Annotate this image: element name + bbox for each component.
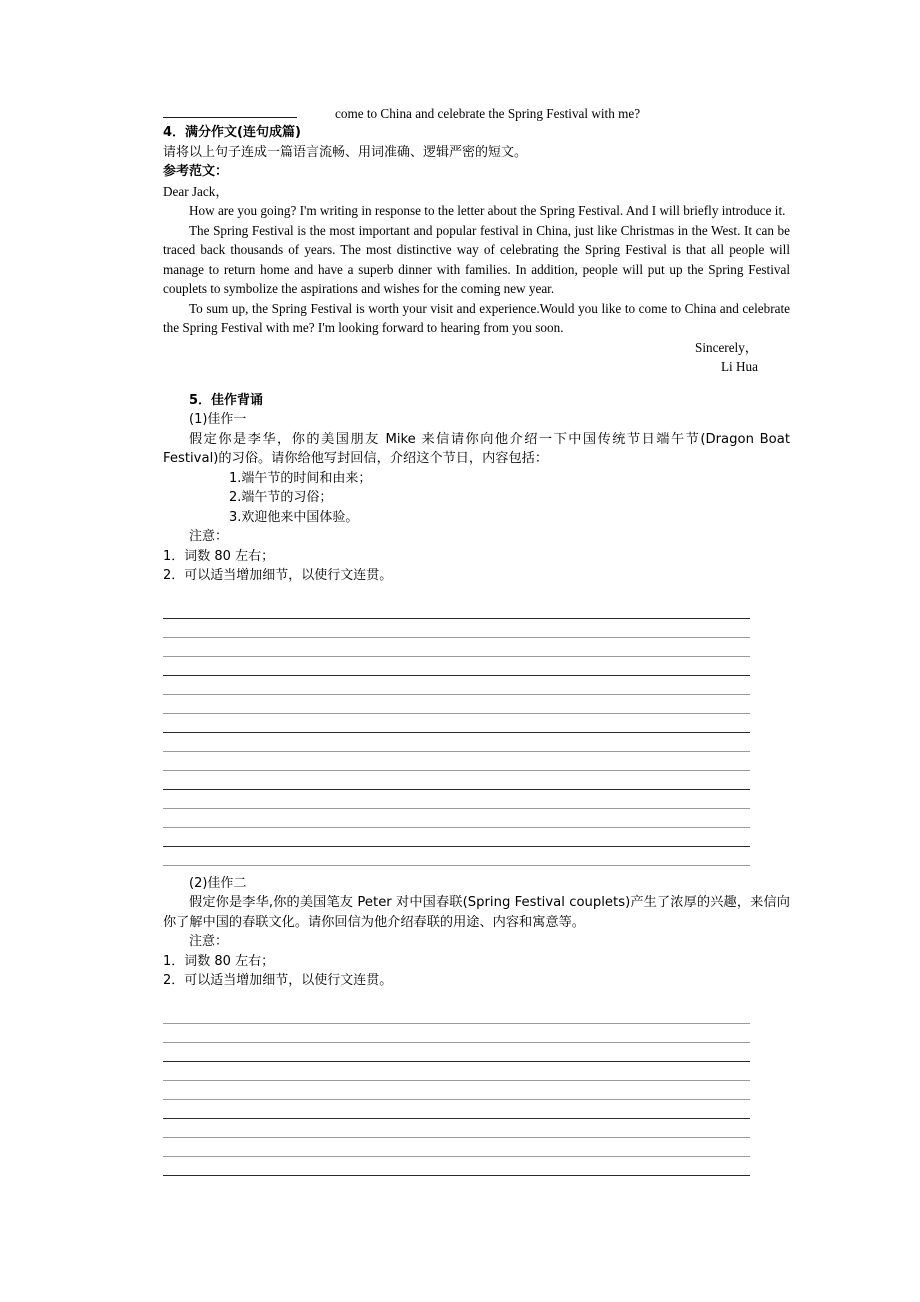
answer-rule-line[interactable] (163, 1081, 750, 1100)
answer-rule-line[interactable] (163, 1100, 750, 1119)
carryover-fragment-text: come to China and celebrate the Spring Festival with me? (335, 106, 641, 121)
answer-rule-line[interactable] (163, 619, 750, 638)
model-essay-label: 参考范文： (163, 164, 229, 179)
letter-paragraph-1: How are you going? I'm writing in response to the letter about the Spring Festival. And I will briefly introduce it. (189, 203, 786, 218)
item-1-notes-label: 注意： (189, 529, 229, 544)
item-1-label: (1)佳作一 (189, 412, 247, 427)
answer-rule-line[interactable] (163, 1062, 750, 1081)
answer-rule-line[interactable] (163, 1138, 750, 1157)
item-2-answer-lines[interactable] (163, 1005, 750, 1176)
answer-rule-line[interactable] (163, 771, 750, 790)
answer-rule-line[interactable] (163, 847, 750, 866)
answer-rule-line[interactable] (163, 809, 750, 828)
answer-rule-line[interactable] (163, 600, 750, 619)
letter-closing: Sincerely， (695, 339, 758, 355)
answer-rule-line[interactable] (163, 1024, 750, 1043)
answer-rule-line[interactable] (163, 1043, 750, 1062)
answer-rule-line[interactable] (163, 752, 750, 771)
item-2-note-1: 1．词数 80 左右； (163, 953, 275, 969)
section-4-instruction: 请将以上句子连成一篇语言流畅、用词准确、逻辑严密的短文。 (163, 144, 528, 160)
answer-rule-line[interactable] (163, 695, 750, 714)
letter-salutation: Dear Jack， (163, 183, 229, 199)
letter-paragraph-3: To sum up, the Spring Festival is worth your visit and experience.Would you like to come to China and celebrate the Spring Festival with me? I'm looking forward to hearing from you soon. (163, 300, 790, 335)
answer-rule-line[interactable] (163, 657, 750, 676)
answer-rule-line[interactable] (163, 1005, 750, 1024)
answer-rule-line[interactable] (163, 714, 750, 733)
item-1-note-1: 1．词数 80 左右； (163, 548, 275, 564)
document-content (163, 104, 790, 1176)
item-2-note-2: 2．可以适当增加细节，以使行文连贯。 (163, 973, 393, 988)
item-1-point-3: 3.欢迎他来中国体验。 (229, 509, 359, 525)
answer-rule-line[interactable] (163, 676, 750, 695)
item-1-point-1: 1.端午节的时间和由来； (229, 470, 372, 486)
item-1-point-2: 2.端午节的习俗； (229, 490, 333, 505)
section-4-heading: 4．满分作文(连句成篇) (163, 125, 301, 140)
answer-rule-line[interactable] (163, 1119, 750, 1138)
answer-rule-line[interactable] (163, 828, 750, 847)
carryover-fragment-row (163, 104, 790, 123)
letter-paragraph-2: The Spring Festival is the most important and popular festival in China, just like Christmas in the West. It can be traced back thousands of years. The most distinctive way of celebrating the Spring Festival is that all people will manage to return home and have a superb dinner with families. In addition, people will put up the Spring Festival couplets to symbolize the aspirations and wishes for the coming new year. (163, 222, 790, 296)
answer-rule-line[interactable] (163, 733, 750, 752)
item-2-notes-label: 注意： (189, 934, 229, 949)
section-5-heading: 5．佳作背诵 (189, 392, 264, 408)
item-2-label: (2)佳作二 (189, 875, 247, 891)
answer-rule-line[interactable] (163, 638, 750, 657)
answer-rule-line[interactable] (163, 790, 750, 809)
fill-in-blank[interactable] (163, 104, 297, 118)
answer-rule-line[interactable] (163, 1157, 750, 1176)
item-1-note-2: 2．可以适当增加细节，以使行文连贯。 (163, 568, 393, 583)
letter-signature: Li Hua (721, 359, 758, 374)
item-1-prompt: 假定你是李华，你的美国朋友 Mike 来信请你向他介绍一下中国传统节日端午节(Dragon Boat Festival)的习俗。请你给他写封回信，介绍这个节日，内容包括： (163, 431, 790, 466)
item-2-prompt: 假定你是李华,你的美国笔友 Peter 对中国春联(Spring Festival couplets)产生了浓厚的兴趣，来信向你了解中国的春联文化。请你回信为他介绍春联的用途、内容和寓意等。 (163, 895, 790, 930)
item-1-answer-lines[interactable] (163, 600, 750, 866)
